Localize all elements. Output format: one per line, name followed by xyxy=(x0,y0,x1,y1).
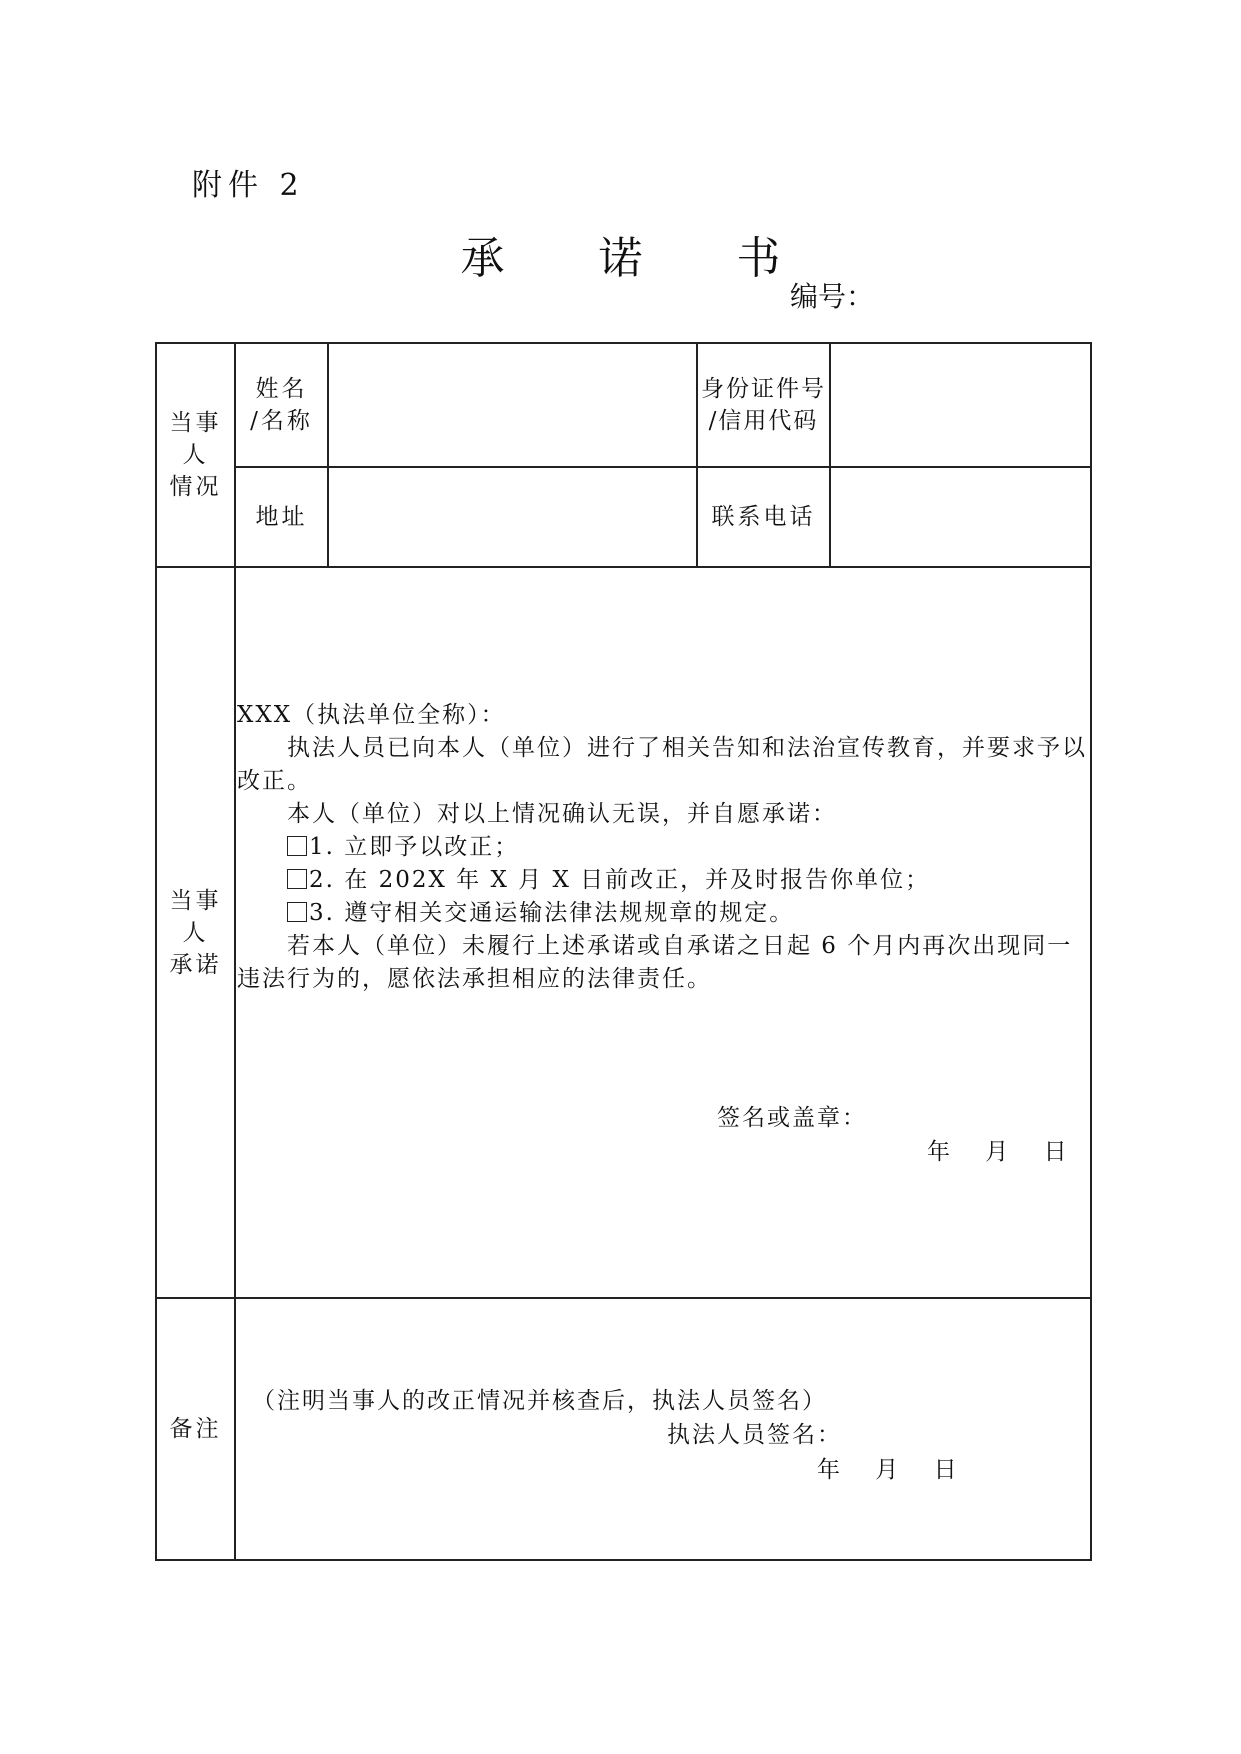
officer-signature-label: 执法人员签名： xyxy=(667,1422,842,1448)
commitment-section-label: 当事人 承诺 xyxy=(169,887,222,978)
name-field[interactable] xyxy=(329,344,696,466)
address-label: 地址 xyxy=(255,504,308,530)
option-comply-regulations[interactable]: 3. 遵守相关交通运输法律法规规章的规定。 xyxy=(237,897,1087,930)
officer-signature-date: 年 月 日 xyxy=(817,1457,957,1483)
address-field[interactable] xyxy=(329,468,696,566)
commitment-text xyxy=(237,699,1087,996)
remarks-note: （注明当事人的改正情况并核查后，执法人员签名） xyxy=(252,1388,827,1414)
party-signature-date: 年 月 日 xyxy=(927,1139,1067,1165)
checkbox[interactable] xyxy=(287,902,307,922)
checkbox[interactable] xyxy=(287,869,307,889)
id-number-label: 身份证件号 /信用代码 xyxy=(701,376,826,434)
phone-field[interactable] xyxy=(831,468,1090,566)
name-label: 姓名 /名称 xyxy=(250,376,313,434)
party-signature-label: 签名或盖章： xyxy=(717,1105,867,1131)
attachment-label: 附件 2 xyxy=(192,168,305,203)
option-immediate-fix[interactable]: 1. 立即予以改正； xyxy=(237,831,1087,864)
party-info-section-label: 当事人 情况 xyxy=(169,410,222,500)
commitment-form-table xyxy=(155,342,1092,1561)
addressee: XXX（执法单位全称）： xyxy=(237,702,506,728)
option-fix-by-date[interactable]: 2. 在 202X 年 X 月 X 日前改正，并及时报告你单位； xyxy=(237,864,1087,897)
row-divider xyxy=(157,1297,1090,1299)
remarks-section-label: 备注 xyxy=(169,1416,222,1442)
document-title: 承 诺 书 xyxy=(460,233,821,284)
serial-number-label: 编号： xyxy=(790,280,875,313)
phone-label: 联系电话 xyxy=(711,504,816,530)
paragraph-liability: 若本人（单位）未履行上述承诺或自承诺之日起 6 个月内再次出现同一违法行为的，愿依法承担相应的法律责任。 xyxy=(237,933,1073,992)
checkbox[interactable] xyxy=(287,836,307,856)
row-divider xyxy=(157,566,1090,568)
paragraph-notice: 执法人员已向本人（单位）进行了相关告知和法治宣传教育，并要求予以改正。 xyxy=(237,735,1087,794)
id-number-field[interactable] xyxy=(831,344,1090,466)
paragraph-confirm: 本人（单位）对以上情况确认无误，并自愿承诺： xyxy=(287,801,837,827)
